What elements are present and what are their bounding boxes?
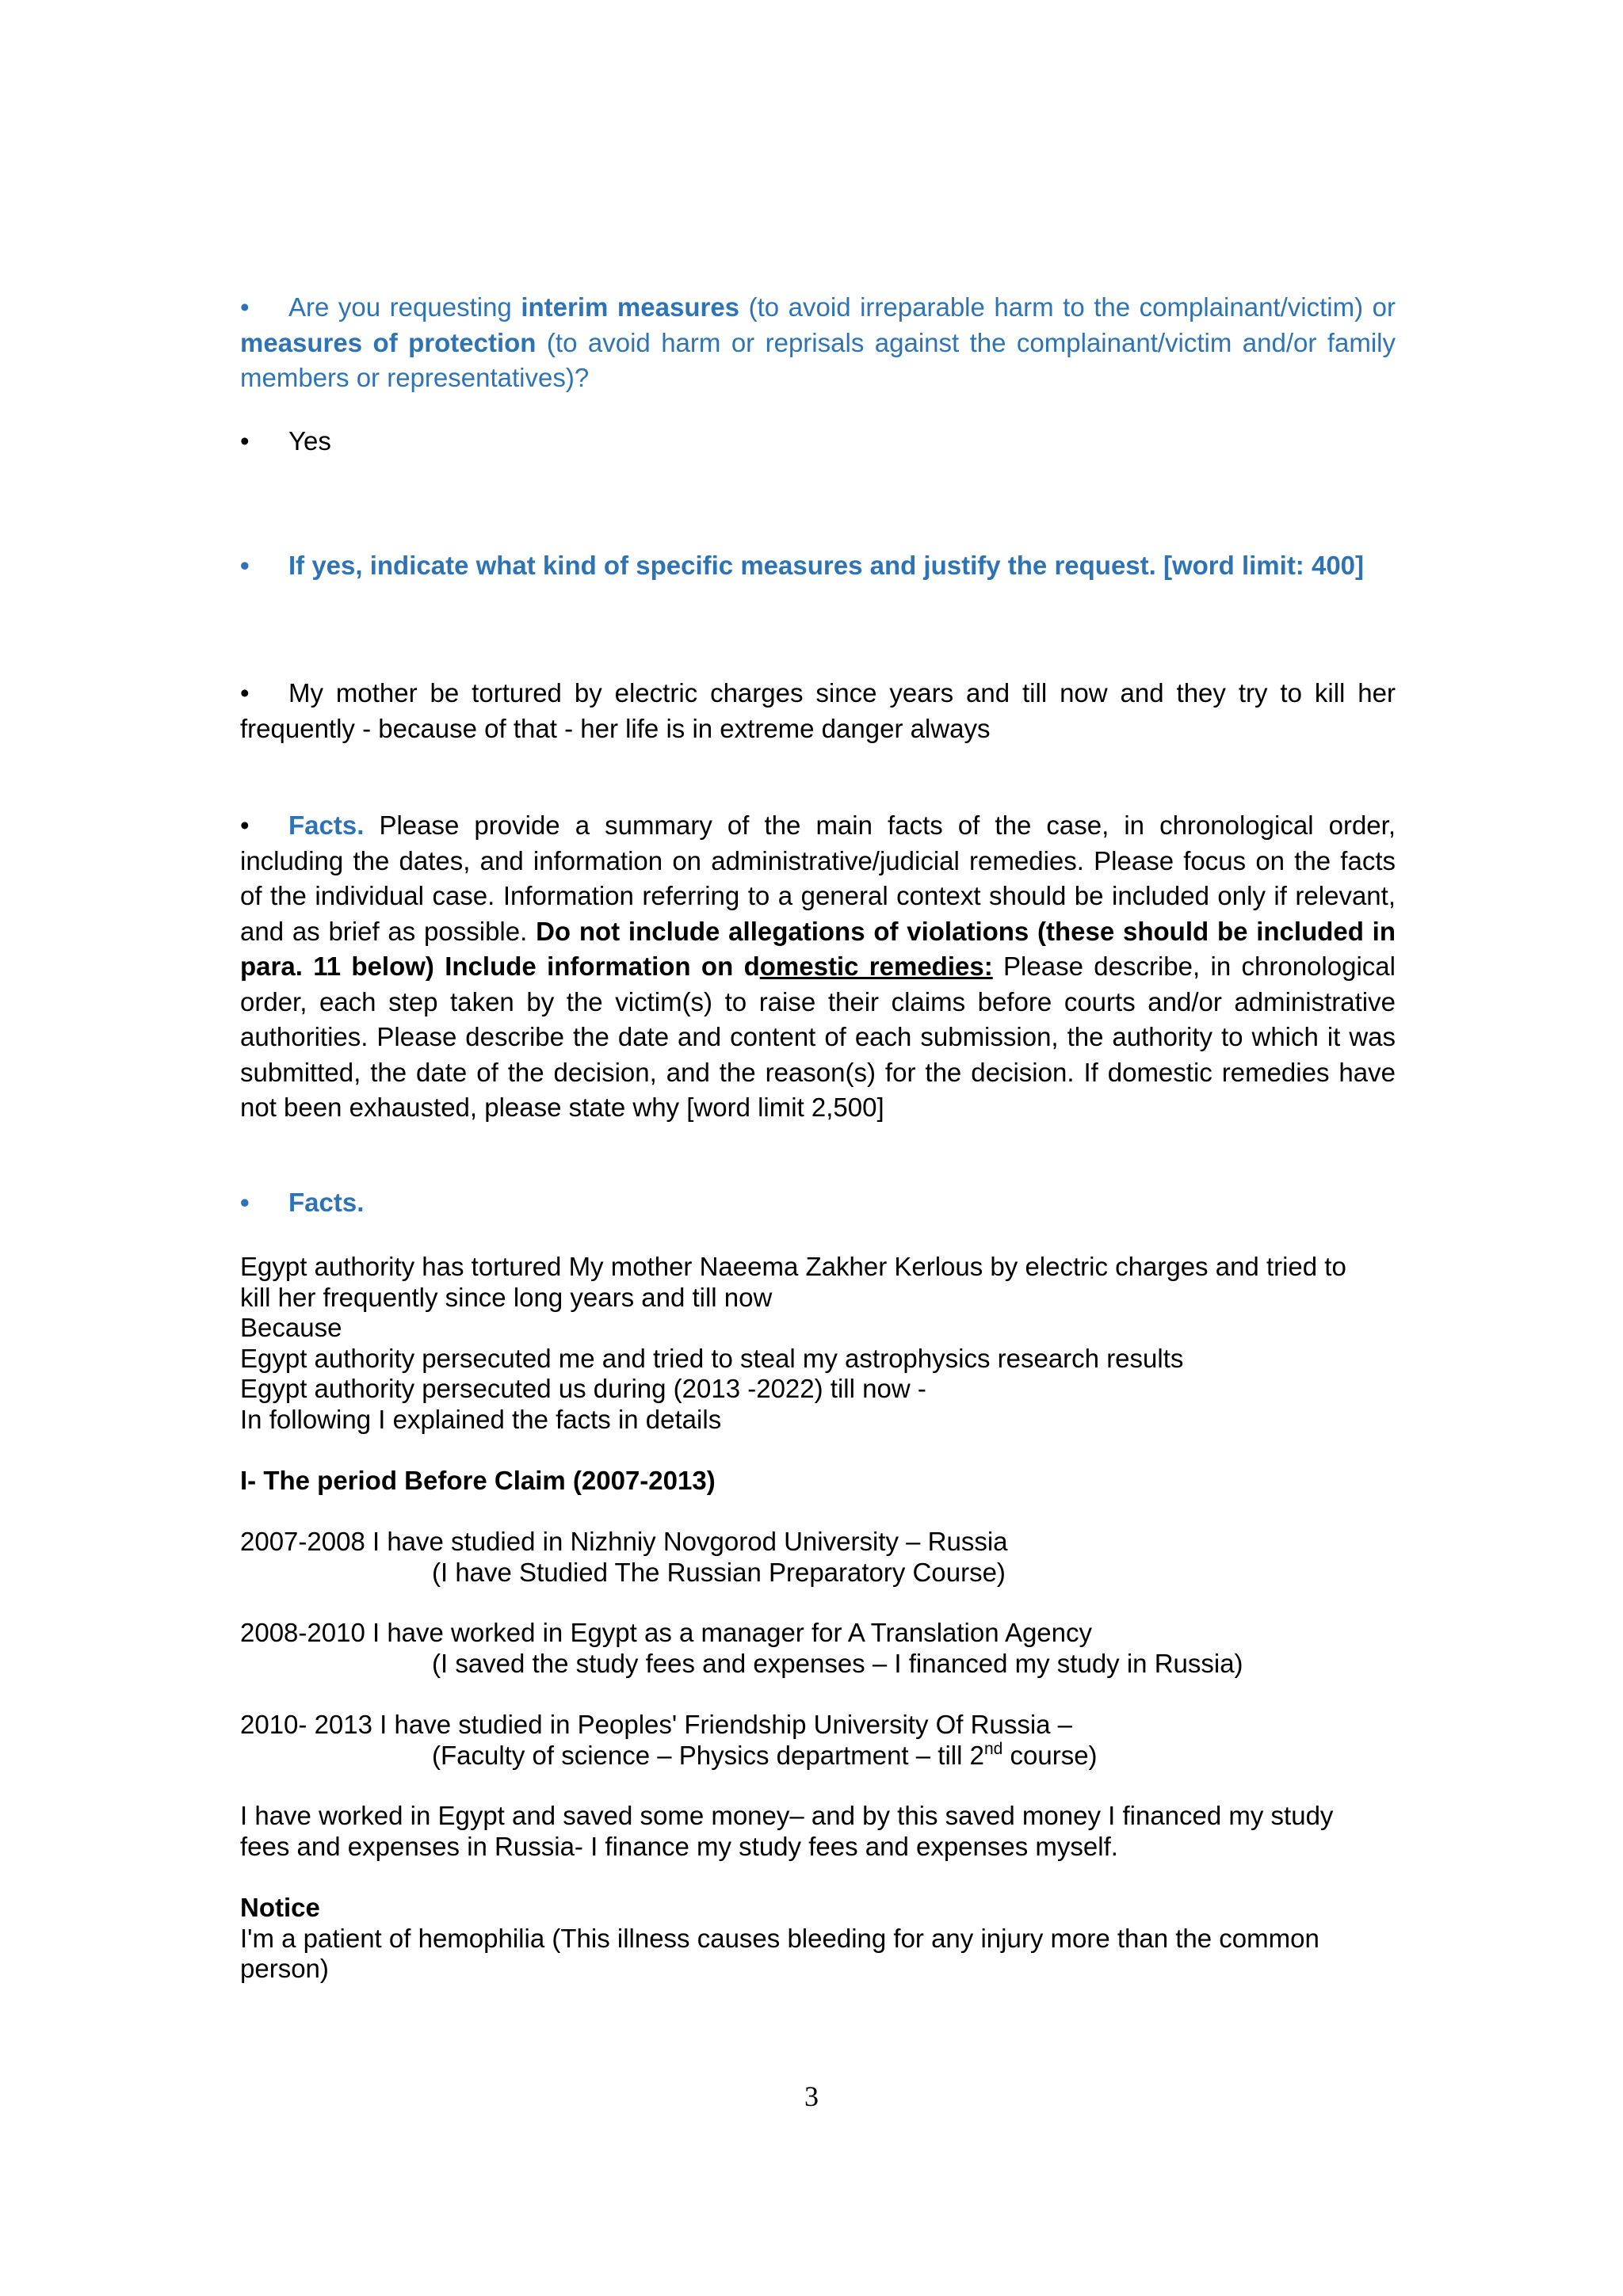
financing-line: fees and expenses in Russia- I finance my study fees and expenses myself. [240, 1831, 1118, 1861]
financing-line: I have worked in Egypt and saved some money– and by this saved money I financed my study [240, 1801, 1334, 1830]
facts-line: Egypt authority persecuted us during (2013 -2022) till now - [240, 1374, 926, 1403]
notice-line: I'm a patient of hemophilia (This illness causes bleeding for any injury more than the common [240, 1923, 1319, 1953]
notice [240, 1893, 1396, 1985]
timeline-entry-detail: (I have Studied The Russian Preparatory Course) [432, 1557, 1006, 1587]
notice-title: Notice [240, 1893, 320, 1922]
facts-instructions: • Facts. Please provide a summary of the main facts of the case, in chronological order, including the dates, and information on administrative/judicial remedies. Please focus on the facts of the individual case. Information referring to a general context should be included only if relevant, and as brief as possible. Do not include allegations of violations (these should be included in para. 11 below) Include information on domestic remedies: Please describe, in chronological order, each step taken by the victim(s) to raise their claims before courts and/or administrative authorities. Please describe the date and content of each submission, the authority to which it was submitted, the date of the decision, and the reason(s) for the decision. If domestic remedies have not been exhausted, please state why [word limit 2,500] [240, 808, 1396, 1126]
domestic-remedies-term: omestic remedies: [759, 952, 993, 981]
bullet: • [240, 1188, 250, 1217]
page-number: 3 [804, 2081, 819, 2112]
bullet: • [240, 810, 250, 840]
facts-line: In following I explained the facts in details [240, 1404, 722, 1434]
timeline-entry [240, 1618, 1396, 1679]
facts-heading: • Facts. [240, 1185, 1396, 1221]
timeline-entry-detail: (Faculty of science – Physics department – till 2nd course) [432, 1739, 1098, 1770]
timeline-entry-line: 2010- 2013 I have studied in Peoples' Friendship University Of Russia – [240, 1710, 1073, 1739]
facts-body [240, 1252, 1396, 1435]
facts-line: kill her frequently since long years and till now [240, 1282, 773, 1312]
if-yes-question: • If yes, indicate what kind of specific measures and justify the request. [word limit: 400] [240, 548, 1396, 584]
facts-label: Facts. [288, 810, 365, 840]
if-yes-answer: • My mother be tortured by electric charges since years and till now and they try to kill her frequently - because of that - her life is in extreme danger always [240, 676, 1396, 746]
bullet: • [240, 426, 250, 456]
timeline-entry [240, 1527, 1396, 1588]
financing-paragraph [240, 1801, 1396, 1862]
interim-measures-question: • Are you requesting interim measures (to avoid irreparable harm to the complainant/victim) or measures of protection (to avoid harm or reprisals against the complainant/victim and/or family members or representatives)? [240, 290, 1396, 396]
bullet: • [240, 551, 250, 580]
timeline-entry [240, 1710, 1396, 1771]
notice-line: person) [240, 1954, 329, 1983]
timeline-entry-line: 2008-2010 I have worked in Egypt as a manager for A Translation Agency [240, 1618, 1093, 1647]
bullet: • [240, 678, 250, 707]
facts-line: Egypt authority persecuted me and tried to steal my astrophysics research results [240, 1343, 1184, 1373]
facts-line: Egypt authority has tortured My mother Naeema Zakher Kerlous by electric charges and tried to [240, 1252, 1346, 1281]
timeline-entry-line: 2007-2008 I have studied in Nizhniy Novgorod University – Russia [240, 1527, 1008, 1556]
timeline-entry-detail: (I saved the study fees and expenses – I financed my study in Russia) [432, 1648, 1243, 1678]
interim-measures-term: interim measures [521, 292, 740, 322]
facts-line: Because [240, 1313, 342, 1342]
bullet: • [240, 292, 250, 322]
period-heading: I- The period Before Claim (2007-2013) [240, 1466, 716, 1495]
measures-of-protection-term: measures of protection [240, 327, 537, 357]
interim-measures-answer: • Yes [240, 424, 1396, 460]
